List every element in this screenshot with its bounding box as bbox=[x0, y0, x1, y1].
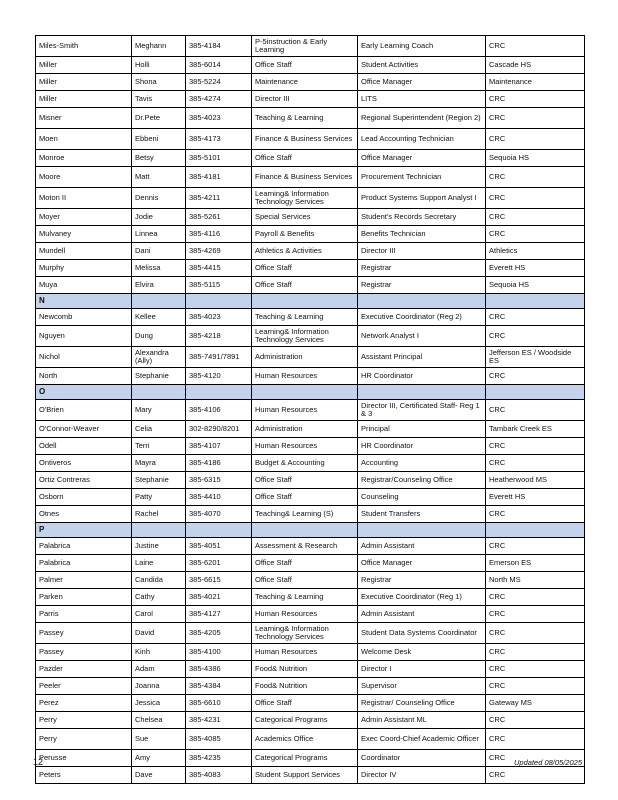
first-name-cell: Linnea bbox=[132, 226, 186, 243]
first-name-cell: Melissa bbox=[132, 260, 186, 277]
table-row bbox=[36, 421, 585, 438]
position-cell: Coordinator bbox=[358, 750, 486, 767]
section-spacer-cell bbox=[252, 385, 358, 400]
phone-cell: 385-4415 bbox=[186, 260, 252, 277]
department-cell: Learning& Information Technology Services bbox=[252, 623, 358, 644]
last-name-cell: Nichol bbox=[36, 347, 132, 368]
last-name-cell: O'Brien bbox=[36, 400, 132, 421]
department-cell: Learning& Information Technology Services bbox=[252, 326, 358, 347]
table-row bbox=[36, 606, 585, 623]
table-row bbox=[36, 472, 585, 489]
department-cell: Human Resources bbox=[252, 368, 358, 385]
last-name-cell: Mulvaney bbox=[36, 226, 132, 243]
phone-cell: 385-4023 bbox=[186, 108, 252, 129]
table-row bbox=[36, 226, 585, 243]
location-cell: CRC bbox=[486, 606, 585, 623]
position-cell: Early Learning Coach bbox=[358, 36, 486, 57]
phone-cell: 385-4116 bbox=[186, 226, 252, 243]
table-row bbox=[36, 695, 585, 712]
department-cell: Office Staff bbox=[252, 489, 358, 506]
table-row bbox=[36, 326, 585, 347]
last-name-cell: Ontiveros bbox=[36, 455, 132, 472]
position-cell: Supervisor bbox=[358, 678, 486, 695]
department-cell: Office Staff bbox=[252, 555, 358, 572]
table-row bbox=[36, 108, 585, 129]
first-name-cell: Rachel bbox=[132, 506, 186, 523]
department-cell: Human Resources bbox=[252, 438, 358, 455]
phone-cell: 385-4274 bbox=[186, 91, 252, 108]
location-cell: CRC bbox=[486, 129, 585, 150]
location-cell: CRC bbox=[486, 91, 585, 108]
position-cell: Director I bbox=[358, 661, 486, 678]
location-cell: CRC bbox=[486, 661, 585, 678]
department-cell: Special Services bbox=[252, 209, 358, 226]
location-cell: CRC bbox=[486, 368, 585, 385]
position-cell: Network Analyst I bbox=[358, 326, 486, 347]
location-cell: CRC bbox=[486, 750, 585, 767]
location-cell: CRC bbox=[486, 729, 585, 750]
department-cell: Maintenance bbox=[252, 74, 358, 91]
phone-cell: 385-6615 bbox=[186, 572, 252, 589]
location-cell: Sequoia HS bbox=[486, 277, 585, 294]
last-name-cell: Palabrica bbox=[36, 555, 132, 572]
last-name-cell: Murphy bbox=[36, 260, 132, 277]
table-row bbox=[36, 767, 585, 784]
first-name-cell: Tavis bbox=[132, 91, 186, 108]
position-cell: Procurement Technician bbox=[358, 167, 486, 188]
location-cell: CRC bbox=[486, 644, 585, 661]
location-cell: CRC bbox=[486, 538, 585, 555]
table-row bbox=[36, 661, 585, 678]
first-name-cell: Adam bbox=[132, 661, 186, 678]
first-name-cell: David bbox=[132, 623, 186, 644]
section-spacer-cell bbox=[132, 385, 186, 400]
section-letter: N bbox=[36, 294, 132, 309]
first-name-cell: Kellee bbox=[132, 309, 186, 326]
location-cell: CRC bbox=[486, 326, 585, 347]
position-cell: Counseling bbox=[358, 489, 486, 506]
department-cell: Assessment & Research bbox=[252, 538, 358, 555]
phone-cell: 385-4106 bbox=[186, 400, 252, 421]
table-row bbox=[36, 712, 585, 729]
first-name-cell: Patty bbox=[132, 489, 186, 506]
table-row bbox=[36, 538, 585, 555]
position-cell: Director IV bbox=[358, 767, 486, 784]
phone-cell: 385-5115 bbox=[186, 277, 252, 294]
department-cell: Office Staff bbox=[252, 695, 358, 712]
first-name-cell: Mayra bbox=[132, 455, 186, 472]
table-row bbox=[36, 644, 585, 661]
position-cell: Director III bbox=[358, 243, 486, 260]
department-cell: Payroll & Benefits bbox=[252, 226, 358, 243]
first-name-cell: Dr.Pete bbox=[132, 108, 186, 129]
position-cell: Director III, Certificated Staff- Reg 1 & 3 bbox=[358, 400, 486, 421]
last-name-cell: Muya bbox=[36, 277, 132, 294]
section-spacer-cell bbox=[132, 523, 186, 538]
table-row bbox=[36, 750, 585, 767]
last-name-cell: North bbox=[36, 368, 132, 385]
position-cell: Welcome Desk bbox=[358, 644, 486, 661]
last-name-cell: Ortiz Contreras bbox=[36, 472, 132, 489]
department-cell: Budget & Accounting bbox=[252, 455, 358, 472]
table-row bbox=[36, 623, 585, 644]
last-name-cell: Nguyen bbox=[36, 326, 132, 347]
table-row bbox=[36, 589, 585, 606]
position-cell: Admin Assistant ML bbox=[358, 712, 486, 729]
department-cell: Teaching& Learning (S) bbox=[252, 506, 358, 523]
section-spacer-cell bbox=[358, 523, 486, 538]
location-cell: Sequoia HS bbox=[486, 150, 585, 167]
first-name-cell: Amy bbox=[132, 750, 186, 767]
location-cell: CRC bbox=[486, 589, 585, 606]
first-name-cell: Shona bbox=[132, 74, 186, 91]
last-name-cell: Otnes bbox=[36, 506, 132, 523]
table-row bbox=[36, 260, 585, 277]
phone-cell: 385-4211 bbox=[186, 188, 252, 209]
location-cell: CRC bbox=[486, 209, 585, 226]
last-name-cell: Miller bbox=[36, 57, 132, 74]
last-name-cell: Mundell bbox=[36, 243, 132, 260]
location-cell: CRC bbox=[486, 188, 585, 209]
section-spacer-cell bbox=[252, 523, 358, 538]
location-cell: CRC bbox=[486, 400, 585, 421]
first-name-cell: Dani bbox=[132, 243, 186, 260]
department-cell: Academics Office bbox=[252, 729, 358, 750]
section-spacer-cell bbox=[358, 294, 486, 309]
location-cell: North MS bbox=[486, 572, 585, 589]
position-cell: Admin Assistant bbox=[358, 538, 486, 555]
department-cell: Director III bbox=[252, 91, 358, 108]
position-cell: Admin Assistant bbox=[358, 606, 486, 623]
department-cell: Finance & Business Services bbox=[252, 129, 358, 150]
department-cell: Human Resources bbox=[252, 400, 358, 421]
department-cell: Administration bbox=[252, 347, 358, 368]
first-name-cell: Dennis bbox=[132, 188, 186, 209]
table-row bbox=[36, 368, 585, 385]
phone-cell: 385-4184 bbox=[186, 36, 252, 57]
table-row bbox=[36, 572, 585, 589]
phone-cell: 385-4085 bbox=[186, 729, 252, 750]
department-cell: Office Staff bbox=[252, 472, 358, 489]
phone-cell: 385-6315 bbox=[186, 472, 252, 489]
department-cell: Human Resources bbox=[252, 606, 358, 623]
section-letter: P bbox=[36, 523, 132, 538]
phone-cell: 385-5261 bbox=[186, 209, 252, 226]
department-cell: Teaching & Learning bbox=[252, 108, 358, 129]
phone-cell: 385-6610 bbox=[186, 695, 252, 712]
location-cell: Tambark Creek ES bbox=[486, 421, 585, 438]
location-cell: Heatherwood MS bbox=[486, 472, 585, 489]
first-name-cell: Jodie bbox=[132, 209, 186, 226]
first-name-cell: Matt bbox=[132, 167, 186, 188]
last-name-cell: Parken bbox=[36, 589, 132, 606]
position-cell: Student's Records Secretary bbox=[358, 209, 486, 226]
table-row bbox=[36, 209, 585, 226]
last-name-cell: O'Connor-Weaver bbox=[36, 421, 132, 438]
first-name-cell: Stephanie bbox=[132, 472, 186, 489]
position-cell: Product Systems Support Analyst I bbox=[358, 188, 486, 209]
section-letter-row bbox=[36, 385, 585, 400]
last-name-cell: Perry bbox=[36, 729, 132, 750]
department-cell: Office Staff bbox=[252, 572, 358, 589]
location-cell: CRC bbox=[486, 455, 585, 472]
section-spacer-cell bbox=[486, 385, 585, 400]
phone-cell: 302-8290/8201 bbox=[186, 421, 252, 438]
last-name-cell: Monroe bbox=[36, 150, 132, 167]
section-spacer-cell bbox=[132, 294, 186, 309]
department-cell: Teaching & Learning bbox=[252, 309, 358, 326]
table-row bbox=[36, 489, 585, 506]
location-cell: CRC bbox=[486, 438, 585, 455]
last-name-cell: Osborn bbox=[36, 489, 132, 506]
table-row bbox=[36, 129, 585, 150]
position-cell: Registrar bbox=[358, 572, 486, 589]
position-cell: Executive Coordinator (Reg 2) bbox=[358, 309, 486, 326]
last-name-cell: Perry bbox=[36, 712, 132, 729]
position-cell: Registrar/ Counseling Office bbox=[358, 695, 486, 712]
section-spacer-cell bbox=[186, 523, 252, 538]
position-cell: Accounting bbox=[358, 455, 486, 472]
department-cell: Categorical Programs bbox=[252, 712, 358, 729]
location-cell: CRC bbox=[486, 309, 585, 326]
table-row bbox=[36, 150, 585, 167]
section-spacer-cell bbox=[252, 294, 358, 309]
last-name-cell: Misner bbox=[36, 108, 132, 129]
department-cell: Office Staff bbox=[252, 150, 358, 167]
first-name-cell: Joanna bbox=[132, 678, 186, 695]
phone-cell: 385-7491/7891 bbox=[186, 347, 252, 368]
position-cell: Office Manager bbox=[358, 150, 486, 167]
position-cell: Assistant Principal bbox=[358, 347, 486, 368]
location-cell: Everett HS bbox=[486, 260, 585, 277]
location-cell: CRC bbox=[486, 226, 585, 243]
last-name-cell: Newcomb bbox=[36, 309, 132, 326]
phone-cell: 385-4205 bbox=[186, 623, 252, 644]
phone-cell: 385-4083 bbox=[186, 767, 252, 784]
updated-date: Updated 08/05/2025 bbox=[514, 758, 582, 767]
table-row bbox=[36, 36, 585, 57]
phone-cell: 385-4023 bbox=[186, 309, 252, 326]
last-name-cell: Odell bbox=[36, 438, 132, 455]
phone-cell: 385-4070 bbox=[186, 506, 252, 523]
position-cell: Student Transfers bbox=[358, 506, 486, 523]
first-name-cell: Jessica bbox=[132, 695, 186, 712]
department-cell: Office Staff bbox=[252, 277, 358, 294]
table-row bbox=[36, 729, 585, 750]
first-name-cell: Celia bbox=[132, 421, 186, 438]
last-name-cell: Moore bbox=[36, 167, 132, 188]
last-name-cell: Peters bbox=[36, 767, 132, 784]
location-cell: CRC bbox=[486, 167, 585, 188]
section-spacer-cell bbox=[186, 294, 252, 309]
table-row bbox=[36, 91, 585, 108]
last-name-cell: Perusse bbox=[36, 750, 132, 767]
phone-cell: 385-4269 bbox=[186, 243, 252, 260]
position-cell: Executive Coordinator (Reg 1) bbox=[358, 589, 486, 606]
table-row bbox=[36, 506, 585, 523]
last-name-cell: Peeler bbox=[36, 678, 132, 695]
location-cell: CRC bbox=[486, 108, 585, 129]
phone-cell: 385-6014 bbox=[186, 57, 252, 74]
phone-cell: 385-4231 bbox=[186, 712, 252, 729]
first-name-cell: Chelsea bbox=[132, 712, 186, 729]
table-row bbox=[36, 400, 585, 421]
department-cell: Office Staff bbox=[252, 260, 358, 277]
location-cell: CRC bbox=[486, 623, 585, 644]
phone-cell: 385-4386 bbox=[186, 661, 252, 678]
first-name-cell: Candida bbox=[132, 572, 186, 589]
location-cell: Maintenance bbox=[486, 74, 585, 91]
department-cell: Food& Nutrition bbox=[252, 678, 358, 695]
position-cell: Regional Superintendent (Region 2) bbox=[358, 108, 486, 129]
phone-cell: 385-4051 bbox=[186, 538, 252, 555]
location-cell: CRC bbox=[486, 767, 585, 784]
location-cell: Emerson ES bbox=[486, 555, 585, 572]
first-name-cell: Holli bbox=[132, 57, 186, 74]
position-cell: Benefits Technician bbox=[358, 226, 486, 243]
table-row bbox=[36, 57, 585, 74]
table-row bbox=[36, 455, 585, 472]
phone-cell: 385-6201 bbox=[186, 555, 252, 572]
position-cell: Office Manager bbox=[358, 555, 486, 572]
department-cell: Food& Nutrition bbox=[252, 661, 358, 678]
location-cell: Cascade HS bbox=[486, 57, 585, 74]
position-cell: Registrar/Counseling Office bbox=[358, 472, 486, 489]
phone-cell: 385-4410 bbox=[186, 489, 252, 506]
first-name-cell: Terri bbox=[132, 438, 186, 455]
first-name-cell: Meghann bbox=[132, 36, 186, 57]
position-cell: Registrar bbox=[358, 260, 486, 277]
last-name-cell: Perez bbox=[36, 695, 132, 712]
position-cell: Lead Accounting Technician bbox=[358, 129, 486, 150]
phone-cell: 385-4181 bbox=[186, 167, 252, 188]
last-name-cell: Miller bbox=[36, 91, 132, 108]
last-name-cell: Moton II bbox=[36, 188, 132, 209]
first-name-cell: Alexandra (Ally) bbox=[132, 347, 186, 368]
department-cell: Categorical Programs bbox=[252, 750, 358, 767]
first-name-cell: Kinh bbox=[132, 644, 186, 661]
department-cell: Athletics & Activities bbox=[252, 243, 358, 260]
table-row bbox=[36, 438, 585, 455]
position-cell: Exec Coord-Chief Academic Officer bbox=[358, 729, 486, 750]
last-name-cell: Passey bbox=[36, 644, 132, 661]
phone-cell: 385-4186 bbox=[186, 455, 252, 472]
position-cell: Student Data Systems Coordinator bbox=[358, 623, 486, 644]
position-cell: Office Manager bbox=[358, 74, 486, 91]
location-cell: CRC bbox=[486, 36, 585, 57]
phone-cell: 385-4107 bbox=[186, 438, 252, 455]
phone-cell: 385-4218 bbox=[186, 326, 252, 347]
last-name-cell: Parris bbox=[36, 606, 132, 623]
position-cell: LITS bbox=[358, 91, 486, 108]
section-letter-row bbox=[36, 294, 585, 309]
phone-cell: 385-4127 bbox=[186, 606, 252, 623]
table-row bbox=[36, 167, 585, 188]
position-cell: HR Coordinator bbox=[358, 438, 486, 455]
first-name-cell: Ebbeni bbox=[132, 129, 186, 150]
first-name-cell: Justine bbox=[132, 538, 186, 555]
last-name-cell: Moyer bbox=[36, 209, 132, 226]
section-spacer-cell bbox=[186, 385, 252, 400]
position-cell: Student Activities bbox=[358, 57, 486, 74]
section-spacer-cell bbox=[486, 523, 585, 538]
location-cell: Gateway MS bbox=[486, 695, 585, 712]
location-cell: CRC bbox=[486, 712, 585, 729]
phone-cell: 385-5224 bbox=[186, 74, 252, 91]
table-row bbox=[36, 243, 585, 260]
department-cell: Finance & Business Services bbox=[252, 167, 358, 188]
page-number: 12 bbox=[33, 757, 44, 767]
department-cell: Teaching & Learning bbox=[252, 589, 358, 606]
location-cell: CRC bbox=[486, 506, 585, 523]
first-name-cell: Mary bbox=[132, 400, 186, 421]
first-name-cell: Betsy bbox=[132, 150, 186, 167]
department-cell: Office Staff bbox=[252, 57, 358, 74]
table-row bbox=[36, 678, 585, 695]
first-name-cell: Dave bbox=[132, 767, 186, 784]
department-cell: Administration bbox=[252, 421, 358, 438]
department-cell: Student Support Services bbox=[252, 767, 358, 784]
phone-cell: 385-4120 bbox=[186, 368, 252, 385]
position-cell: Principal bbox=[358, 421, 486, 438]
department-cell: Learning& Information Technology Services bbox=[252, 188, 358, 209]
table-row bbox=[36, 188, 585, 209]
phone-cell: 385-4173 bbox=[186, 129, 252, 150]
location-cell: CRC bbox=[486, 678, 585, 695]
department-cell: Human Resources bbox=[252, 644, 358, 661]
section-spacer-cell bbox=[358, 385, 486, 400]
table-row bbox=[36, 277, 585, 294]
last-name-cell: Miles-Smith bbox=[36, 36, 132, 57]
phone-cell: 385-4100 bbox=[186, 644, 252, 661]
section-letter-row bbox=[36, 523, 585, 538]
position-cell: HR Coordinator bbox=[358, 368, 486, 385]
staff-directory-table bbox=[35, 35, 585, 784]
table-row bbox=[36, 74, 585, 91]
first-name-cell: Dung bbox=[132, 326, 186, 347]
section-spacer-cell bbox=[486, 294, 585, 309]
last-name-cell: Palabrica bbox=[36, 538, 132, 555]
table-row bbox=[36, 309, 585, 326]
first-name-cell: Cathy bbox=[132, 589, 186, 606]
location-cell: Everett HS bbox=[486, 489, 585, 506]
last-name-cell: Passey bbox=[36, 623, 132, 644]
location-cell: Jefferson ES / Woodside ES bbox=[486, 347, 585, 368]
position-cell: Registrar bbox=[358, 277, 486, 294]
table-row bbox=[36, 555, 585, 572]
location-cell: Athletics bbox=[486, 243, 585, 260]
first-name-cell: Elvira bbox=[132, 277, 186, 294]
department-cell: P-5instruction & Early Learning bbox=[252, 36, 358, 57]
section-letter: O bbox=[36, 385, 132, 400]
last-name-cell: Palmer bbox=[36, 572, 132, 589]
first-name-cell: Sue bbox=[132, 729, 186, 750]
phone-cell: 385-4384 bbox=[186, 678, 252, 695]
first-name-cell: Stephanie bbox=[132, 368, 186, 385]
last-name-cell: Pazder bbox=[36, 661, 132, 678]
phone-cell: 385-5101 bbox=[186, 150, 252, 167]
first-name-cell: Carol bbox=[132, 606, 186, 623]
phone-cell: 385-4235 bbox=[186, 750, 252, 767]
last-name-cell: Miller bbox=[36, 74, 132, 91]
table-row bbox=[36, 347, 585, 368]
first-name-cell: Laine bbox=[132, 555, 186, 572]
last-name-cell: Moen bbox=[36, 129, 132, 150]
phone-cell: 385-4021 bbox=[186, 589, 252, 606]
